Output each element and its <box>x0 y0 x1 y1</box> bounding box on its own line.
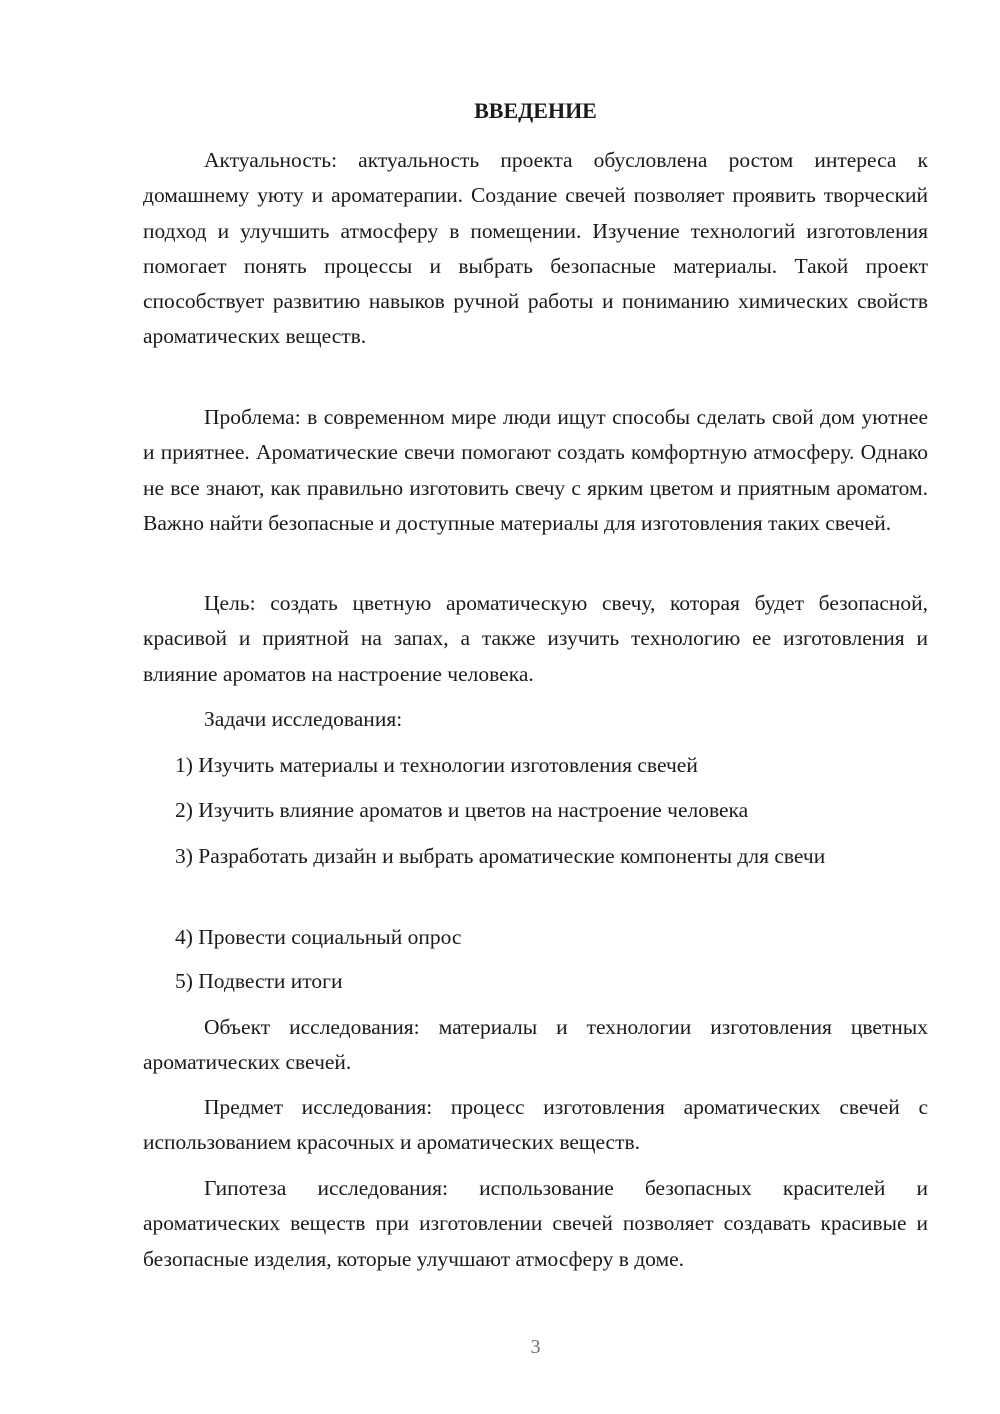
paragraph-problem: Проблема: в современном мире люди ищут способы сделать свой дом уютнее и приятнее. Ароматические свечи помогают создать комфортную атмосферу. Однако не все знают, как правильно изготовить свечу с ярким цветом и приятным ароматом. Важно найти безопасные и доступные материалы для изготовления таких свечей. <box>143 405 928 535</box>
document-page <box>143 0 928 1414</box>
task-item-4: 4) Провести социальный опрос <box>175 925 462 949</box>
paragraph-object: Объект исследования: материалы и технологии изготовления цветных ароматических свечей. <box>143 1015 928 1075</box>
paragraph-hypothesis: Гипотеза исследования: использование безопасных красителей и ароматических веществ при изготовлении свечей позволяет создавать красивые и безопасные изделия, которые улучшают атмосферу в доме. <box>143 1176 928 1271</box>
paragraph-goal: Цель: создать цветную ароматическую свечу, которая будет безопасной, красивой и приятной на запах, а также изучить технологию ее изготовления и влияние ароматов на настроение человека. <box>143 591 928 686</box>
section-heading: ВВЕДЕНИЕ <box>474 98 597 123</box>
task-item-1: 1) Изучить материалы и технологии изготовления свечей <box>175 753 698 777</box>
task-item-5: 5) Подвести итоги <box>175 969 343 993</box>
tasks-title: Задачи исследования: <box>204 707 403 731</box>
paragraph-subject: Предмет исследования: процесс изготовления ароматических свечей с использованием красочных и ароматических веществ. <box>143 1095 928 1155</box>
page-number: 3 <box>530 1336 541 1358</box>
task-item-3: 3) Разработать дизайн и выбрать ароматические компоненты для свечи <box>175 844 826 868</box>
paragraph-relevance: Актуальность: актуальность проекта обусловлена ростом интереса к домашнему уюту и ароматерапии. Создание свечей позволяет проявить творческий подход и улучшить атмосферу в помещении. Изучение технологий изготовления помогает понять процессы и выбрать безопасные материалы. Такой проект способствует развитию навыков ручной работы и пониманию химических свойств ароматических веществ. <box>143 148 928 349</box>
task-item-2: 2) Изучить влияние ароматов и цветов на настроение человека <box>175 798 749 822</box>
